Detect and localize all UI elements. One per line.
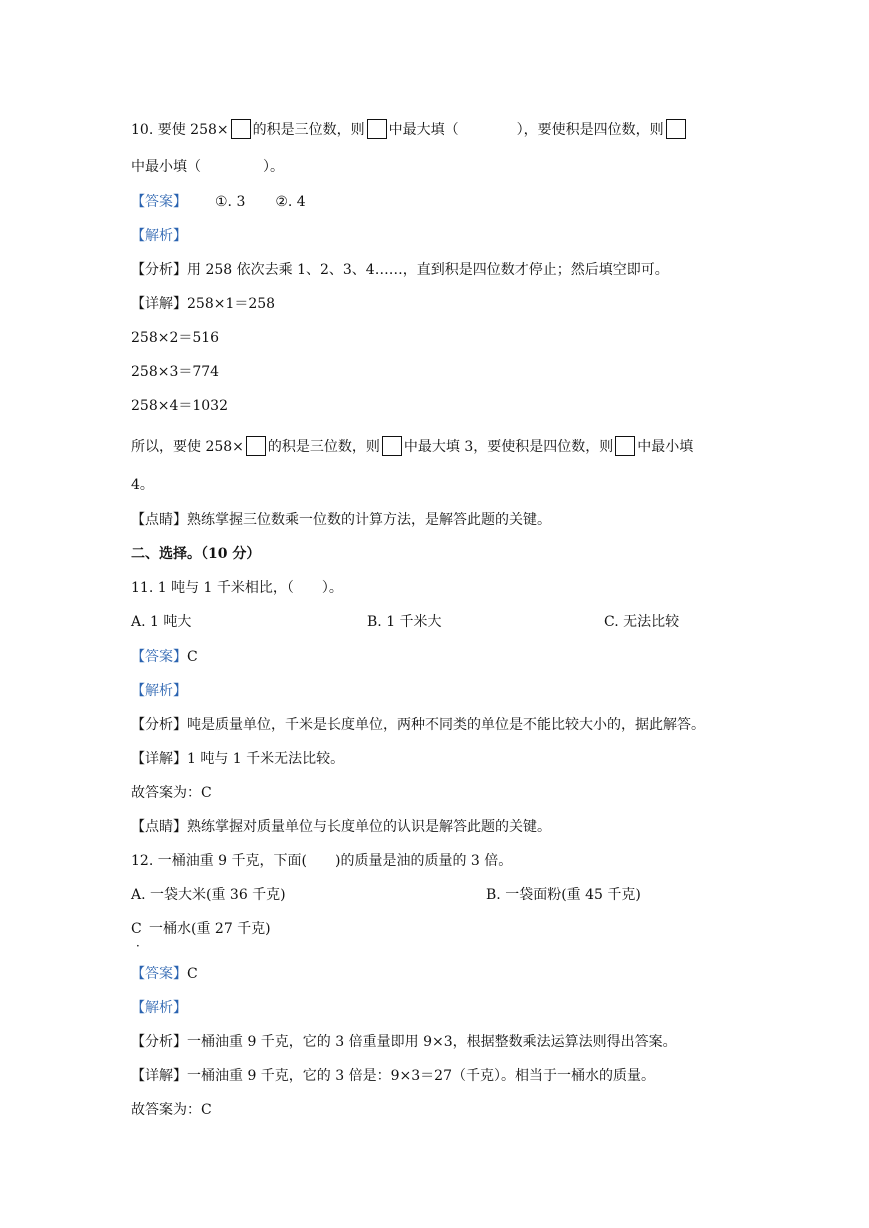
- q10-xiangjie: 【详解】258×1＝258: [131, 296, 276, 312]
- q12-option-c: 一桶水(重 27 千克): [149, 921, 271, 937]
- blank-box: [246, 436, 266, 456]
- q12-fenxi: 【分析】一桶油重 9 千克，它的 3 倍重量即用 9×3，根据整数乘法运算法则得出答案。: [131, 1034, 677, 1050]
- q12-conclusion: 故答案为：C: [131, 1102, 212, 1118]
- q11-jiexi: 【解析】: [131, 683, 187, 699]
- q11-answer: 【答案】C: [131, 649, 198, 665]
- q11-option-c: C. 无法比较: [604, 614, 680, 630]
- q10-conclusion: 所以，要使 258× 的积是三位数，则 中最大填 3，要使积是四位数，则 中最小填: [131, 436, 693, 457]
- q10-stem-line1: 10. 要使 258× 的积是三位数，则 中最大填（ ），要使积是四位数，则: [131, 119, 688, 140]
- q12-jiexi: 【解析】: [131, 1000, 187, 1016]
- q12-answer: 【答案】C: [131, 966, 198, 982]
- blank-box: [615, 436, 635, 456]
- q10-stem-line2: 中最小填（ ）。: [131, 159, 284, 175]
- q11-dianjing: 【点睛】熟练掌握对质量单位与长度单位的认识是解答此题的关键。: [131, 819, 551, 835]
- q11-fenxi: 【分析】吨是质量单位，千米是长度单位，两种不同类的单位是不能比较大小的，据此解答。: [131, 717, 705, 733]
- q12-option-c-dot: ．: [136, 935, 149, 949]
- q12-option-b: B. 一袋面粉(重 45 千克): [486, 887, 641, 903]
- section-heading: 二、选择。（10 分）: [131, 546, 261, 562]
- blank-box: [231, 119, 251, 139]
- q10-calc-4: 258×4＝1032: [131, 398, 228, 414]
- q11-conclusion: 故答案为：C: [131, 785, 212, 801]
- q12-option-c-letter: C: [131, 921, 142, 937]
- q11-stem: 11. 1 吨与 1 千米相比，（ ）。: [131, 580, 343, 596]
- q10-answer: 【答案】 ①. 3 ②. 4: [131, 194, 306, 210]
- q11-xiangjie: 【详解】1 吨与 1 千米无法比较。: [131, 751, 345, 767]
- blank-box: [367, 119, 387, 139]
- q10-fenxi: 【分析】用 258 依次去乘 1、2、3、4……，直到积是四位数才停止；然后填空即可。: [131, 262, 669, 278]
- q12-xiangjie: 【详解】一桶油重 9 千克，它的 3 倍是：9×3＝27（千克）。相当于一桶水的质量。: [131, 1068, 655, 1084]
- q12-option-a: A. 一袋大米(重 36 千克): [131, 887, 286, 903]
- q11-option-b: B. 1 千米大: [367, 614, 442, 630]
- q11-option-a: A. 1 吨大: [131, 614, 192, 630]
- q10-calc-2: 258×2＝516: [131, 330, 220, 346]
- q12-stem: 12. 一桶油重 9 千克，下面( )的质量是油的质量的 3 倍。: [131, 853, 513, 869]
- q10-calc-3: 258×3＝774: [131, 364, 220, 380]
- q10-conclusion-end: 4。: [131, 477, 154, 493]
- blank-box: [666, 119, 686, 139]
- q10-dianjing: 【点睛】熟练掌握三位数乘一位数的计算方法，是解答此题的关键。: [131, 512, 551, 528]
- blank-box: [382, 436, 402, 456]
- q10-jiexi: 【解析】: [131, 228, 187, 244]
